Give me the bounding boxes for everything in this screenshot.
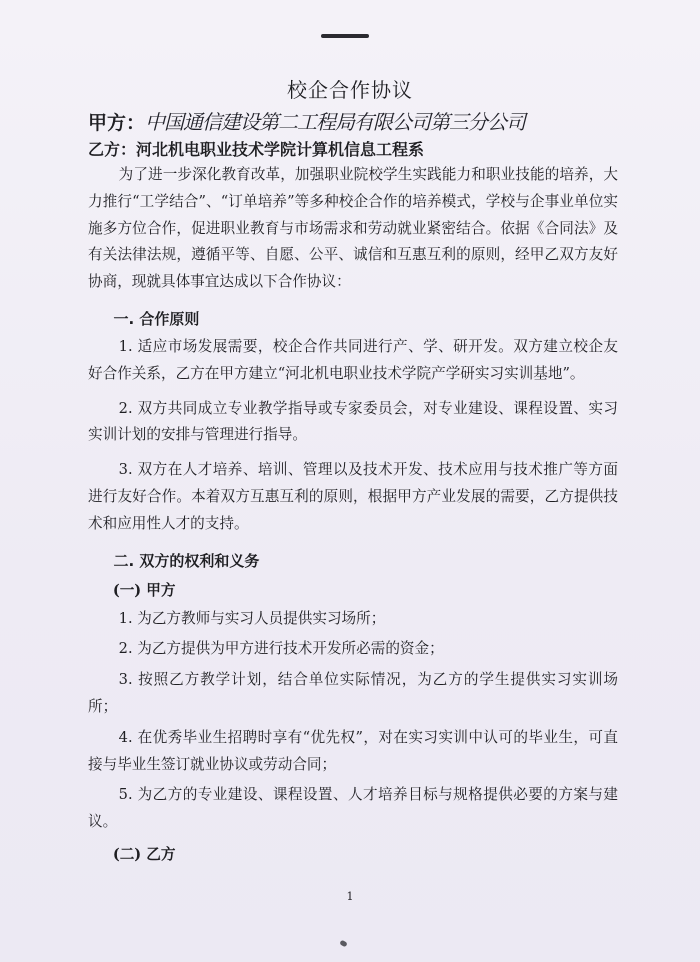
party-b-line xyxy=(88,137,424,160)
intro-paragraph: 为了进一步深化教育改革，加强职业院校学生实践能力和职业技能的培养，大力推行“工学结合”、“订单培养”等多种校企合作的培养模式，学校与企事业单位实施多方位合作，促进职业教育与市场需求和劳动就业紧密结合。依据《合同法》及有关法律法规，遵循平等、自愿、公平、诚信和互惠互利的原则，经甲乙双方友好协商，现就具体事宜达成以下合作协议： xyxy=(88,166,618,291)
clause: 2. 为乙方提供为甲方进行技术开发所必需的资金； xyxy=(118,640,444,658)
clause: 2. 双方共同成立专业教学指导或专家委员会，对专业建设、课程设置、实习实训计划的安排与管理进行指导。 xyxy=(88,399,618,444)
clause: 1. 为乙方教师与实习人员提供实习场所； xyxy=(118,609,386,627)
page-number: 1 xyxy=(346,890,354,903)
clause: 3. 按照乙方教学计划，结合单位实际情况，为乙方的学生提供实习实训场所； xyxy=(88,671,618,715)
subsection-heading: (二) 乙方 xyxy=(112,845,176,863)
party-a-label: 甲方： xyxy=(88,112,146,134)
subsection-heading: (一) 甲方 xyxy=(112,581,176,599)
clause: 3. 双方在人才培养、培训、管理以及技术开发、技术应用与技术推广等方面进行友好合作。本着双方互惠互利的原则，根据甲方产业发展的需要，乙方提供技术和应用性人才的支持。 xyxy=(88,461,618,532)
clause: 5. 为乙方的专业建设、课程设置、人才培养目标与规格提供必要的方案与建议。 xyxy=(88,786,618,831)
section-heading: 二. 双方的权利和义务 xyxy=(113,551,260,570)
clause: 4. 在优秀毕业生招聘时享有“优先权”，对在实习实训中认可的毕业生，可直接与毕业生签订就业协议或劳动合同； xyxy=(88,728,618,773)
header-mark xyxy=(321,34,369,38)
party-b-name: 河北机电职业技术学院计算机信息工程系 xyxy=(136,140,425,159)
party-a-line xyxy=(88,106,525,135)
party-b-label: 乙方： xyxy=(88,140,137,159)
scan-speck xyxy=(339,940,348,948)
document-title: 校企合作协议 xyxy=(287,78,413,102)
section-heading: 一. 合作原则 xyxy=(113,309,200,328)
agreement-body xyxy=(88,162,618,870)
clause: 1. 适应市场发展需要，校企合作共同进行产、学、研开发。双方建立校企友好合作关系，乙方在甲方建立“河北机电职业技术学院产学研实习实训基地”。 xyxy=(88,337,618,382)
party-a-name-handwritten: 中国通信建设第二工程局有限公司第三分公司 xyxy=(145,110,526,134)
